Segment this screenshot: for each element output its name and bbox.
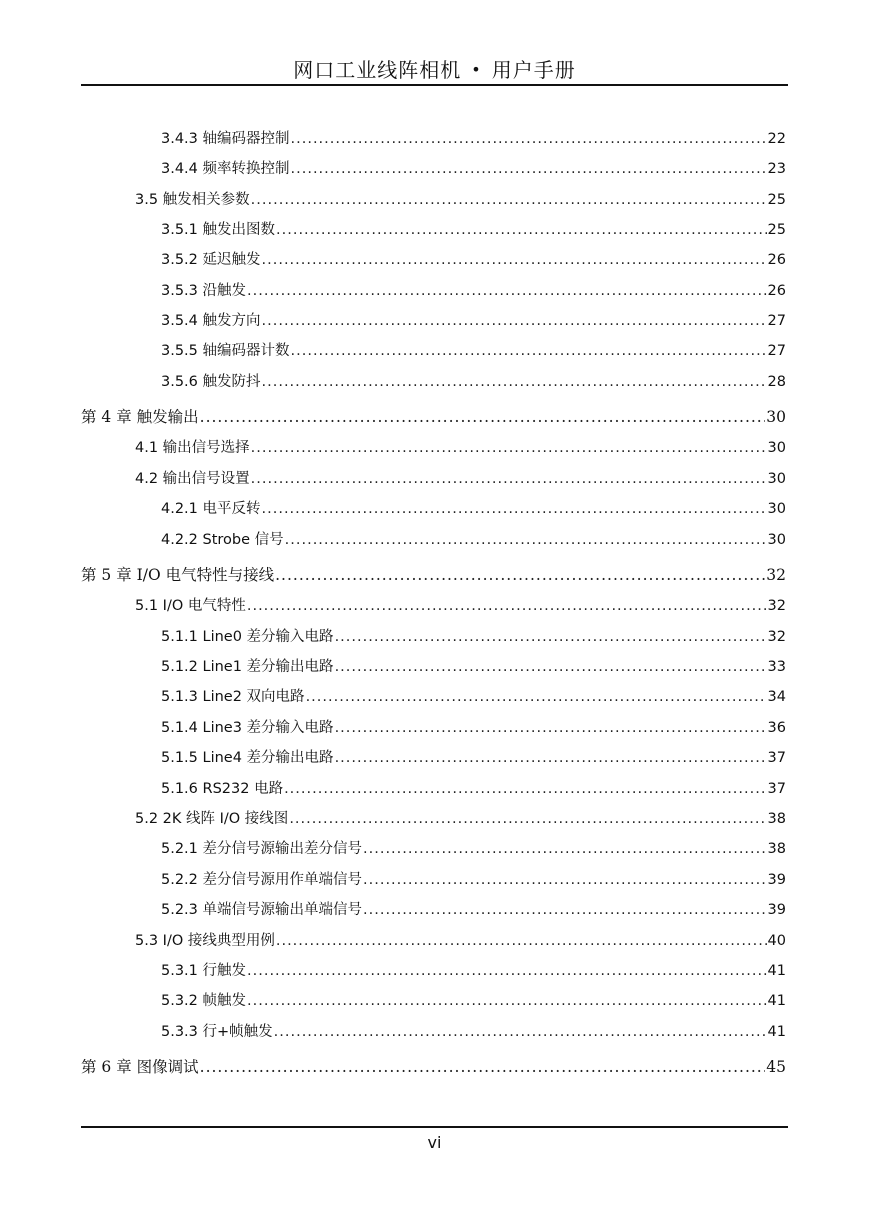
toc-entry[interactable] xyxy=(161,339,786,360)
toc-entry-title: 5.2.3 单端信号源输出单端信号 xyxy=(161,902,363,918)
toc-entry-page: 33 xyxy=(767,659,786,675)
toc-entry[interactable] xyxy=(135,436,786,457)
toc-entry-title: 3.5.6 触发防抖 xyxy=(161,374,261,390)
toc-entry-title: 3.4.3 轴编码器控制 xyxy=(161,131,290,147)
toc-leader-dots xyxy=(247,283,767,299)
toc-leader-dots xyxy=(247,963,767,979)
toc-leader-dots xyxy=(284,781,766,797)
toc-entry-title: 5.2.2 差分信号源用作单端信号 xyxy=(161,872,363,888)
toc-entry-title: 4.2.1 电平反转 xyxy=(161,501,261,517)
toc-entry[interactable] xyxy=(135,594,786,615)
toc-entry-title: 5.1.6 RS232 电路 xyxy=(161,781,284,797)
toc-entry-title: 第 6 章 图像调试 xyxy=(81,1058,199,1076)
toc-entry-page: 26 xyxy=(767,252,786,268)
toc-entry-title: 5.2 2K 线阵 I/O 接线图 xyxy=(135,811,289,827)
toc-entry-page: 30 xyxy=(766,408,786,426)
toc-entry-title: 4.1 输出信号选择 xyxy=(135,440,250,456)
toc-entry[interactable] xyxy=(161,685,786,706)
toc-leader-dots xyxy=(363,841,767,857)
toc-entry-title: 5.3 I/O 接线典型用例 xyxy=(135,933,275,949)
toc-entry-page: 30 xyxy=(767,471,786,487)
toc-entry[interactable] xyxy=(161,1020,786,1041)
toc-leader-dots xyxy=(262,374,767,390)
toc-entry[interactable] xyxy=(161,279,786,300)
toc-entry-page: 22 xyxy=(767,131,786,147)
toc-entry[interactable] xyxy=(81,563,786,585)
toc-leader-dots xyxy=(291,161,767,177)
toc-entry-page: 25 xyxy=(767,192,786,208)
toc-entry[interactable] xyxy=(161,777,786,798)
toc-entry-title: 3.5.2 延迟触发 xyxy=(161,252,261,268)
toc-leader-dots xyxy=(247,993,767,1009)
toc-entry[interactable] xyxy=(81,405,786,427)
toc-leader-dots xyxy=(363,902,767,918)
toc-entry-title: 3.5.3 沿触发 xyxy=(161,283,247,299)
toc-entry-page: 39 xyxy=(767,872,786,888)
toc-entry-page: 30 xyxy=(767,532,786,548)
toc-entry[interactable] xyxy=(135,467,786,488)
toc-entry-title: 3.5.5 轴编码器计数 xyxy=(161,343,290,359)
toc-entry-page: 28 xyxy=(767,374,786,390)
toc-leader-dots xyxy=(335,750,767,766)
toc-entry[interactable] xyxy=(161,248,786,269)
header-title: 网口工业线阵相机 xyxy=(293,58,462,82)
toc-entry[interactable] xyxy=(161,625,786,646)
toc-entry-page: 30 xyxy=(767,440,786,456)
toc-entry-title: 4.2.2 Strobe 信号 xyxy=(161,532,284,548)
toc-leader-dots xyxy=(262,501,767,517)
toc-entry-title: 5.1.1 Line0 差分输入电路 xyxy=(161,629,334,645)
toc-leader-dots xyxy=(251,471,767,487)
toc-entry-page: 30 xyxy=(767,501,786,517)
toc-entry[interactable] xyxy=(161,157,786,178)
page-header xyxy=(0,54,869,83)
toc-entry-page: 39 xyxy=(767,902,786,918)
toc-entry[interactable] xyxy=(161,868,786,889)
toc-leader-dots xyxy=(275,566,765,584)
toc-entry-title: 5.3.2 帧触发 xyxy=(161,993,247,1009)
toc-entry[interactable] xyxy=(135,807,786,828)
toc-entry-page: 27 xyxy=(767,343,786,359)
toc-entry[interactable] xyxy=(161,497,786,518)
toc-entry-title: 5.3.1 行触发 xyxy=(161,963,247,979)
toc-entry[interactable] xyxy=(161,655,786,676)
header-separator: • xyxy=(471,60,482,79)
footer-rule xyxy=(81,1126,788,1128)
toc-entry-title: 5.1.4 Line3 差分输入电路 xyxy=(161,720,334,736)
toc-entry-title: 5.1.5 Line4 差分输出电路 xyxy=(161,750,334,766)
toc-leader-dots xyxy=(291,131,767,147)
toc-leader-dots xyxy=(335,720,767,736)
toc-entry[interactable] xyxy=(161,989,786,1010)
toc-entry-page: 40 xyxy=(767,933,786,949)
toc-entry[interactable] xyxy=(161,309,786,330)
toc-entry[interactable] xyxy=(161,716,786,737)
toc-leader-dots xyxy=(200,1058,766,1076)
toc-entry-title: 4.2 输出信号设置 xyxy=(135,471,250,487)
toc-entry-page: 32 xyxy=(767,598,786,614)
toc-entry-title: 3.5.4 触发方向 xyxy=(161,313,261,329)
toc-entry-title: 3.4.4 频率转换控制 xyxy=(161,161,290,177)
toc-entry-page: 41 xyxy=(767,1024,786,1040)
header-rule xyxy=(81,84,788,86)
toc-entry-page: 32 xyxy=(766,566,786,584)
toc-entry[interactable] xyxy=(81,1055,786,1077)
toc-leader-dots xyxy=(306,689,767,705)
toc-entry-title: 5.3.3 行+帧触发 xyxy=(161,1024,273,1040)
toc-entry[interactable] xyxy=(161,370,786,391)
toc-leader-dots xyxy=(363,872,767,888)
toc-leader-dots xyxy=(289,811,766,827)
toc-entry-page: 27 xyxy=(767,313,786,329)
toc-entry-page: 38 xyxy=(767,841,786,857)
toc-entry-page: 37 xyxy=(767,750,786,766)
toc-leader-dots xyxy=(251,192,767,208)
toc-leader-dots xyxy=(262,252,767,268)
toc-leader-dots xyxy=(335,629,767,645)
toc-entry-title: 5.2.1 差分信号源输出差分信号 xyxy=(161,841,363,857)
toc-entry[interactable] xyxy=(161,127,786,148)
toc-leader-dots xyxy=(276,222,767,238)
toc-leader-dots xyxy=(200,408,766,426)
toc-leader-dots xyxy=(262,313,767,329)
toc-leader-dots xyxy=(291,343,767,359)
toc-entry-page: 45 xyxy=(766,1058,786,1076)
toc-entry-title: 3.5 触发相关参数 xyxy=(135,192,250,208)
toc-entry-title: 3.5.1 触发出图数 xyxy=(161,222,276,238)
toc-entry-page: 32 xyxy=(767,629,786,645)
toc-entry-page: 37 xyxy=(767,781,786,797)
toc-leader-dots xyxy=(335,659,767,675)
toc-entry[interactable] xyxy=(161,837,786,858)
toc-entry[interactable] xyxy=(161,898,786,919)
toc-leader-dots xyxy=(247,598,767,614)
toc-entry-title: 第 5 章 I/O 电气特性与接线 xyxy=(81,566,275,584)
toc-entry-page: 34 xyxy=(767,689,786,705)
toc-entry-title: 5.1.2 Line1 差分输出电路 xyxy=(161,659,334,675)
toc-entry-title: 第 4 章 触发输出 xyxy=(81,408,199,426)
toc-leader-dots xyxy=(274,1024,767,1040)
toc-entry[interactable] xyxy=(135,929,786,950)
toc-entry-title: 5.1.3 Line2 双向电路 xyxy=(161,689,305,705)
toc-entry[interactable] xyxy=(161,959,786,980)
toc-entry-page: 26 xyxy=(767,283,786,299)
toc-entry[interactable] xyxy=(161,218,786,239)
toc-entry-page: 25 xyxy=(767,222,786,238)
toc-entry-page: 38 xyxy=(767,811,786,827)
toc-entry[interactable] xyxy=(161,746,786,767)
toc-entry-page: 36 xyxy=(767,720,786,736)
toc-entry-page: 23 xyxy=(767,161,786,177)
toc-entry[interactable] xyxy=(135,188,786,209)
toc-entry-page: 41 xyxy=(767,963,786,979)
toc-leader-dots xyxy=(276,933,767,949)
toc-leader-dots xyxy=(285,532,767,548)
header-subtitle: 用户手册 xyxy=(491,58,576,82)
toc-entry-title: 5.1 I/O 电气特性 xyxy=(135,598,246,614)
page-number: vi xyxy=(427,1133,442,1152)
toc-entry-page: 41 xyxy=(767,993,786,1009)
toc-leader-dots xyxy=(251,440,767,456)
toc-entry[interactable] xyxy=(161,528,786,549)
